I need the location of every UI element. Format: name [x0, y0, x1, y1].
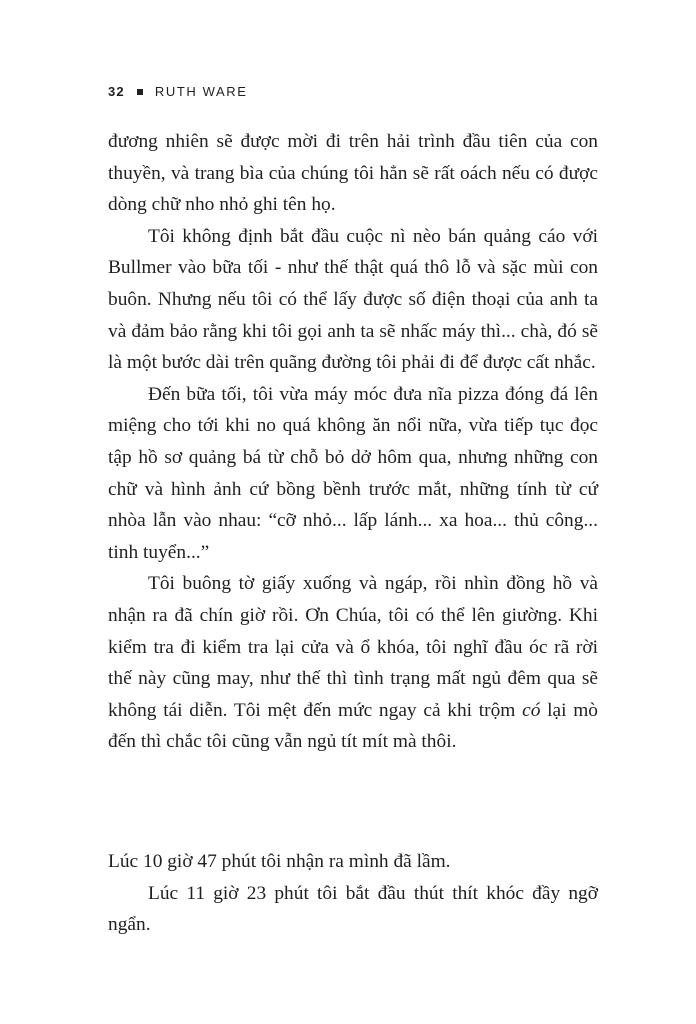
paragraph-4-italic-word: có — [522, 699, 541, 721]
paragraph-4-text-b: lại mò đến thì chắc tôi cũng vẫn ngủ tít mít mà thôi. — [108, 699, 598, 753]
section-break-text — [108, 846, 598, 941]
paragraph-3: Đến bữa tối, tôi vừa máy móc đưa nĩa pizza đóng đá lên miệng cho tới khi no quá không ăn nổi nữa, vừa tiếp tục đọc tập hồ sơ quảng bá từ chỗ bỏ dở hôm qua, nhưng những con chữ và hình ảnh cứ bồng bềnh trước mắt, những tính từ cứ nhòa lẫn vào nhau: “cỡ nhỏ... lấp lánh... xa hoa... thủ công... tinh tuyển...” — [108, 383, 598, 563]
main-text — [108, 126, 598, 758]
paragraph-4 — [108, 568, 598, 758]
author-name: RUTH WARE — [154, 84, 248, 99]
running-header — [108, 84, 248, 99]
paragraph-2: Tôi không định bắt đầu cuộc nì nèo bán quảng cáo với Bullmer vào bữa tối - như thế thật quá thô lỗ và sặc mùi con buôn. Nhưng nếu tôi có thể lấy được số điện thoại của anh ta và đảm bảo rằng khi tôi gọi anh ta sẽ nhấc máy thì... chà, đó sẽ là một bước dài trên quãng đường tôi phải đi để được cất nhắc. — [108, 225, 598, 374]
section-two-line-2: Lúc 11 giờ 23 phút tôi bắt đầu thút thít khóc đầy ngỡ ngẩn. — [108, 882, 598, 936]
header-separator-square — [137, 89, 143, 95]
section-two-line-1: Lúc 10 giờ 47 phút tôi nhận ra mình đã lầm. — [108, 851, 451, 872]
page-number: 32 — [108, 84, 125, 99]
paragraph-1: đương nhiên sẽ được mời đi trên hải trình đầu tiên của con thuyền, và trang bìa của chúng tôi hẳn sẽ rất oách nếu có được dòng chữ nho nhỏ ghi tên họ. — [108, 131, 598, 216]
paragraph-4-text-a: Tôi buông tờ giấy xuống và ngáp, rồi nhìn đồng hồ và nhận ra đã chín giờ rồi. Ơn Chúa, tôi có thể lên giường. Khi kiểm tra đi kiểm tra lại cửa và ổ khóa, tôi nghĩ đầu óc rã rời thế này cũng may, như thế thì tình trạng mất ngủ đêm qua sẽ không tái diễn. Tôi mệt đến mức ngay cả khi trộm — [108, 573, 598, 721]
